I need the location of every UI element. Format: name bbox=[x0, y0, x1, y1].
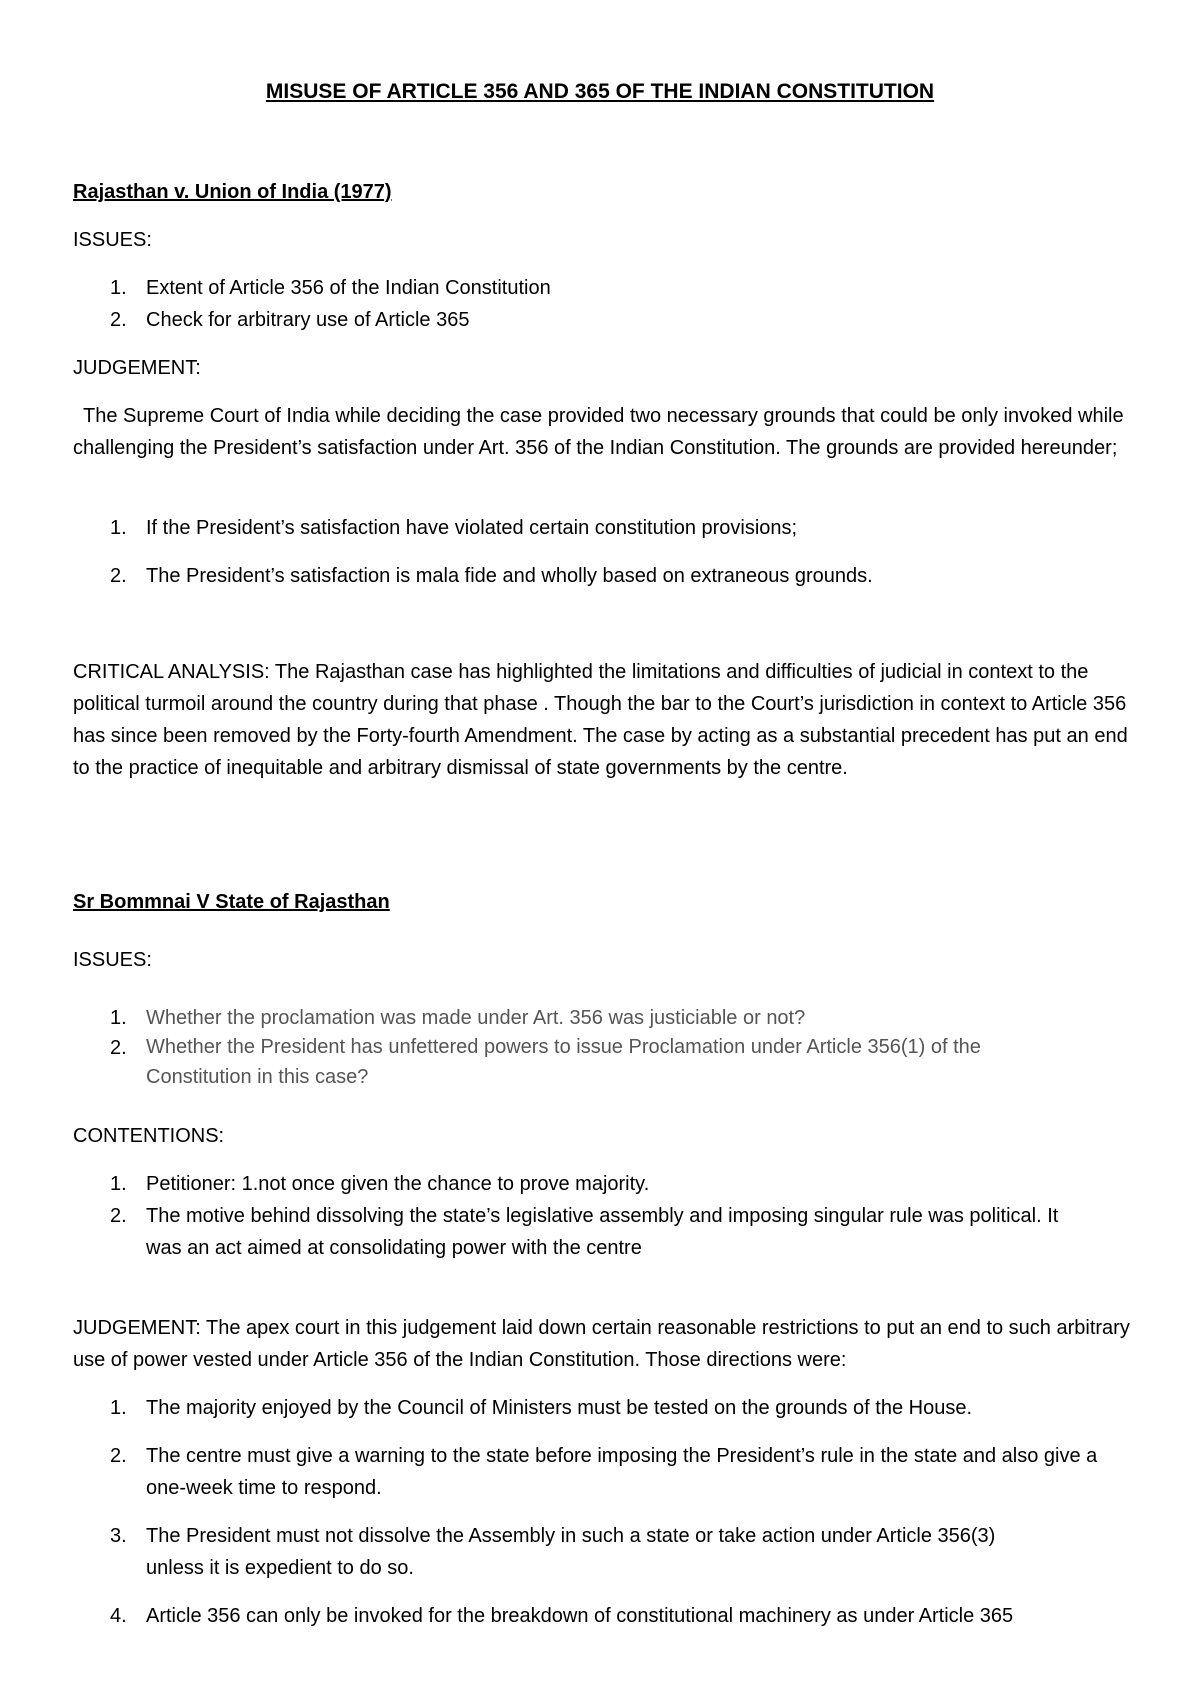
list-text: Whether the President has unfettered powers to issue Proclamation under Article 356(1) of the Constitution in this case? bbox=[146, 1036, 981, 1088]
list-number: 2. bbox=[110, 1037, 127, 1059]
list-number: 2. bbox=[110, 309, 127, 331]
case1-judgement-text: The Supreme Court of India while deciding the case provided two necessary grounds that could be only invoked while challenging the President’s satisfaction under Art. 356 of the Indian Constitution. The grounds are provided hereunder; bbox=[73, 405, 1124, 459]
case1-heading: Rajasthan v. Union of India (1977) bbox=[73, 181, 392, 203]
case2-contentions-label: CONTENTIONS: bbox=[73, 1125, 225, 1147]
list-text: The President must not dissolve the Assembly in such a state or take action under Article 356(3) unless it is expedient to do so. bbox=[146, 1525, 996, 1579]
case2-heading: Sr Bommnai V State of Rajasthan bbox=[73, 891, 390, 913]
case2-issues-label: ISSUES: bbox=[73, 949, 152, 971]
list-number: 4. bbox=[110, 1605, 127, 1627]
list-number: 2. bbox=[110, 1205, 127, 1227]
list-text: The majority enjoyed by the Council of Ministers must be tested on the grounds of the House. bbox=[146, 1397, 972, 1419]
case2-judgement-text: JUDGEMENT: The apex court in this judgement laid down certain reasonable restrictions to put an end to such arbitrary use of power vested under Article 356 of the Indian Constitution. Those directions were: bbox=[73, 1317, 1130, 1371]
list-text: The President’s satisfaction is mala fide and wholly based on extraneous grounds. bbox=[146, 565, 873, 587]
list-number: 2. bbox=[110, 1445, 127, 1467]
list-text: The motive behind dissolving the state’s legislative assembly and imposing singular rule was political. It was an act aimed at consolidating power with the centre bbox=[146, 1205, 1059, 1259]
list-number: 1. bbox=[110, 1173, 127, 1195]
list-text: Check for arbitrary use of Article 365 bbox=[146, 309, 470, 331]
list-text: If the President’s satisfaction have violated certain constitution provisions; bbox=[146, 517, 798, 539]
list-number: 3. bbox=[110, 1525, 127, 1547]
list-number: 1. bbox=[110, 277, 127, 299]
list-text: The centre must give a warning to the state before imposing the President’s rule in the state and also give a one-week time to respond. bbox=[146, 1445, 1098, 1499]
case1-critical-analysis: CRITICAL ANALYSIS: The Rajasthan case has highlighted the limitations and difficulties of judicial in context to the political turmoil around the country during that phase . Though the bar to the Court’s jurisdiction in context to Article 356 has since been removed by the Forty-fourth Amendment. The case by acting as a substantial precedent has put an end to the practice of inequitable and arbitrary dismissal of state governments by the centre. bbox=[73, 661, 1128, 779]
list-number: 1. bbox=[110, 1007, 127, 1029]
list-number: 1. bbox=[110, 1397, 127, 1419]
list-number: 1. bbox=[110, 517, 127, 539]
list-text: Whether the proclamation was made under Art. 356 was justiciable or not? bbox=[146, 1007, 806, 1029]
case1-issues-label: ISSUES: bbox=[73, 229, 152, 251]
list-text: Article 356 can only be invoked for the breakdown of constitutional machinery as under Article 365 bbox=[146, 1605, 1014, 1627]
list-number: 2. bbox=[110, 565, 127, 587]
list-text: Extent of Article 356 of the Indian Constitution bbox=[146, 277, 551, 299]
document-title: MISUSE OF ARTICLE 356 AND 365 OF THE INDIAN CONSTITUTION bbox=[265, 80, 935, 103]
list-text: Petitioner: 1.not once given the chance to prove majority. bbox=[146, 1173, 650, 1195]
case1-judgement-label: JUDGEMENT: bbox=[73, 357, 201, 379]
